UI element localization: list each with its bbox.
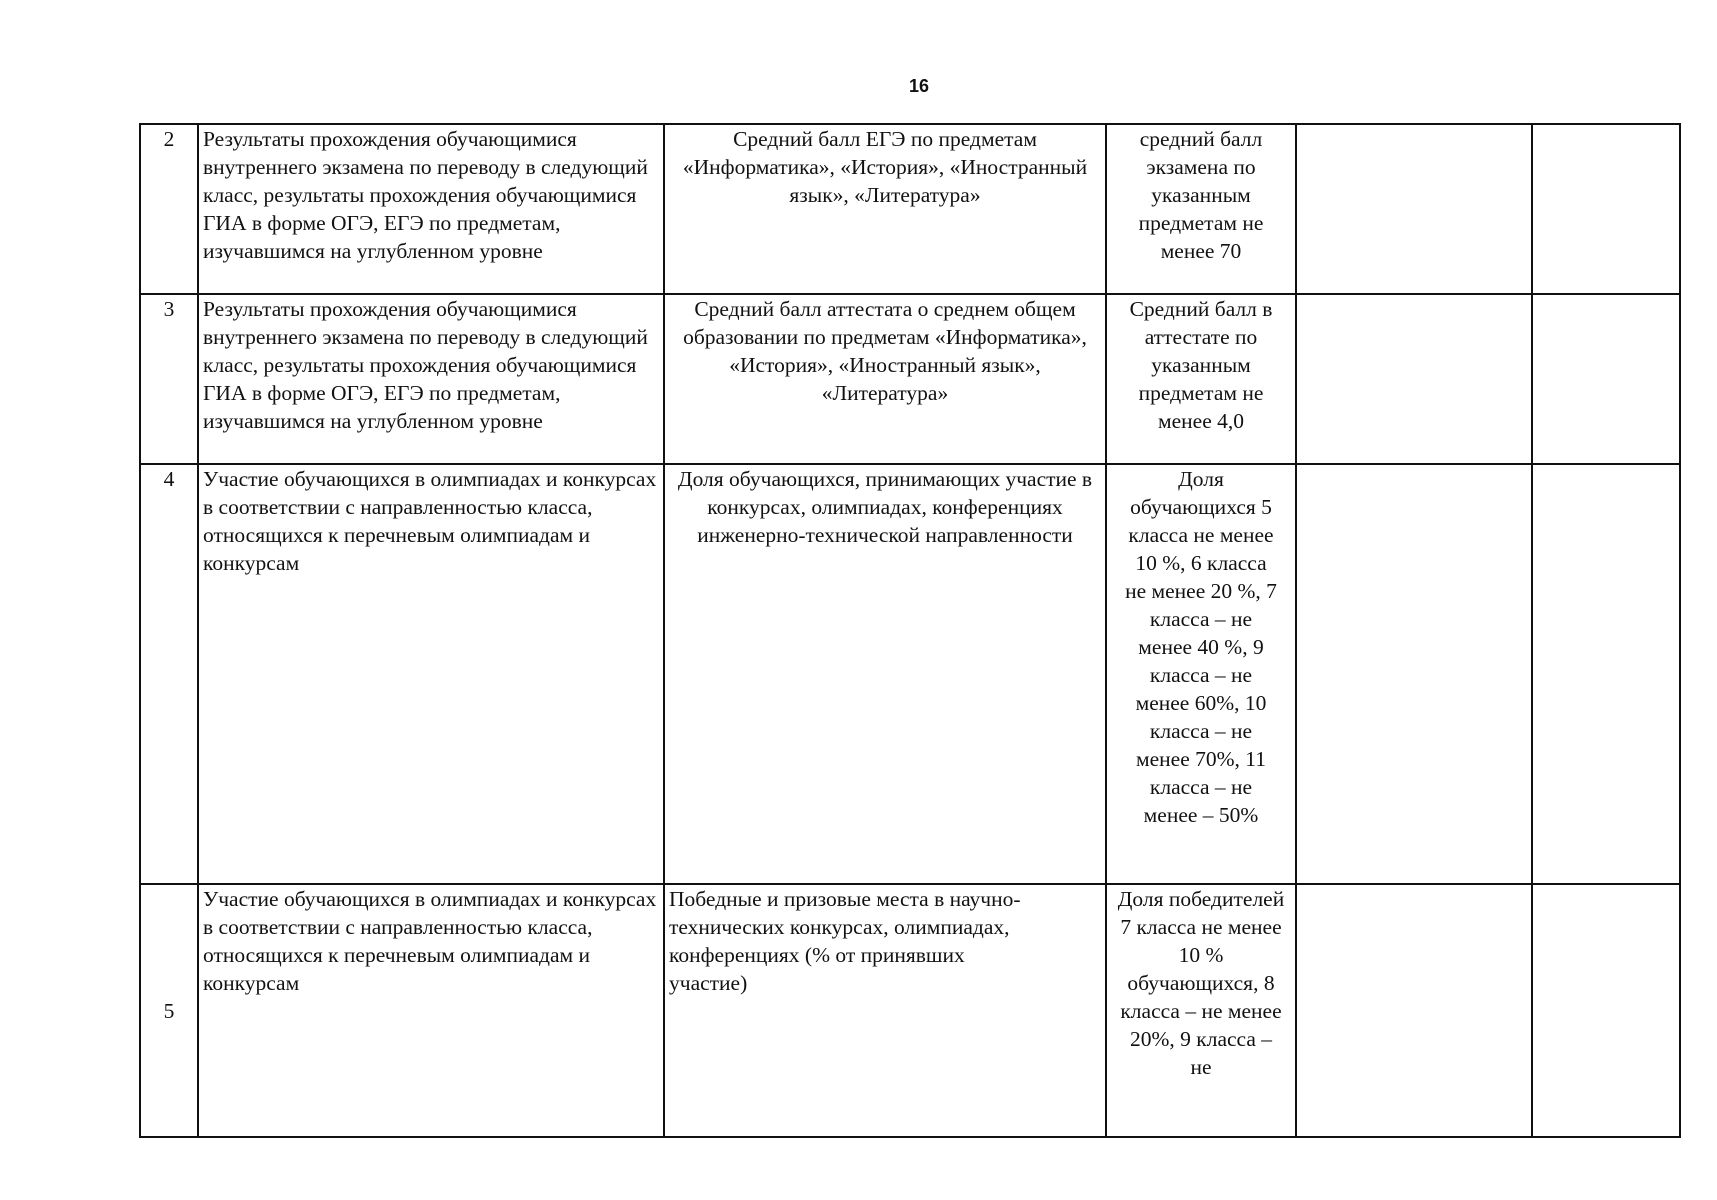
value-text: Средний балл в аттестате по указанным предметам не менее 4,0 <box>1129 297 1273 433</box>
indicator-cell <box>198 464 664 884</box>
criterion-cell <box>664 124 1106 294</box>
criterion-text: Победные и призовые места в научно-технических конкурсах, олимпиадах, конференциях (% от принявших участие) <box>669 887 1021 995</box>
empty-cell <box>1296 464 1532 884</box>
criterion-text: Средний балл ЕГЭ по предметам «Информатика», «История», «Иностранный язык», «Литература» <box>682 127 1088 207</box>
value-cell <box>1106 294 1296 464</box>
indicator-text: Участие обучающихся в олимпиадах и конкурсах в соответствии с направленностью класса, относящихся к перечневым олимпиадам и конкурсам <box>203 887 657 995</box>
criterion-text: Средний балл аттестата о среднем общем образовании по предметам «Информатика», «История», «Иностранный язык», «Литература» <box>683 297 1087 405</box>
criterion-cell <box>664 464 1106 884</box>
value-text: Доля победителей 7 класса не менее 10 % обучающихся, 8 класса – не менее 20%, 9 класса – не <box>1117 887 1285 1079</box>
indicator-cell <box>198 124 664 294</box>
row-number-cell <box>140 124 198 294</box>
row-number-cell <box>140 464 198 884</box>
empty-cell <box>1532 124 1680 294</box>
row-number: 4 <box>163 467 175 491</box>
row-number-cell <box>140 294 198 464</box>
value-text: Доля обучающихся 5 класса не менее 10 %, 6 класса не менее 20 %, 7 класса – не менее 40 %, 9 класса – не менее 60%, 10 класса – не менее 70%, 11 класса – не менее – 50% <box>1125 467 1277 827</box>
value-cell <box>1106 464 1296 884</box>
table-row <box>140 464 1680 884</box>
empty-cell <box>1296 124 1532 294</box>
table-row <box>140 884 1680 1137</box>
row-number-cell <box>140 884 198 1137</box>
criterion-text: Доля обучающихся, принимающих участие в конкурсах, олимпиадах, конференциях инженерно-технической направленности <box>677 467 1093 547</box>
empty-cell <box>1532 294 1680 464</box>
criterion-cell <box>664 294 1106 464</box>
empty-cell <box>1532 464 1680 884</box>
indicator-cell <box>198 884 664 1137</box>
indicator-text: Участие обучающихся в олимпиадах и конкурсах в соответствии с направленностью класса, относящихся к перечневым олимпиадам и конкурсам <box>203 467 657 575</box>
table-row <box>140 294 1680 464</box>
value-text: средний балл экзамена по указанным предметам не менее 70 <box>1138 127 1264 263</box>
row-number: 3 <box>163 297 175 321</box>
row-number: 2 <box>163 127 175 151</box>
criteria-table <box>139 123 1681 1138</box>
value-cell <box>1106 884 1296 1137</box>
empty-cell <box>1532 884 1680 1137</box>
value-cell <box>1106 124 1296 294</box>
row-number: 5 <box>163 998 175 1023</box>
criterion-cell <box>664 884 1106 1137</box>
empty-cell <box>1296 884 1532 1137</box>
indicator-cell <box>198 294 664 464</box>
indicator-text: Результаты прохождения обучающимися внутреннего экзамена по переводу в следующий класс, результаты прохождения обучающимися ГИА в форме ОГЭ, ЕГЭ по предметам, изучавшимся на углубленном уровне <box>203 127 648 263</box>
table-row <box>140 124 1680 294</box>
indicator-text: Результаты прохождения обучающимися внутреннего экзамена по переводу в следующий класс, результаты прохождения обучающимися ГИА в форме ОГЭ, ЕГЭ по предметам, изучавшимся на углубленном уровне <box>203 297 648 433</box>
empty-cell <box>1296 294 1532 464</box>
page-number: 16 <box>908 76 930 96</box>
